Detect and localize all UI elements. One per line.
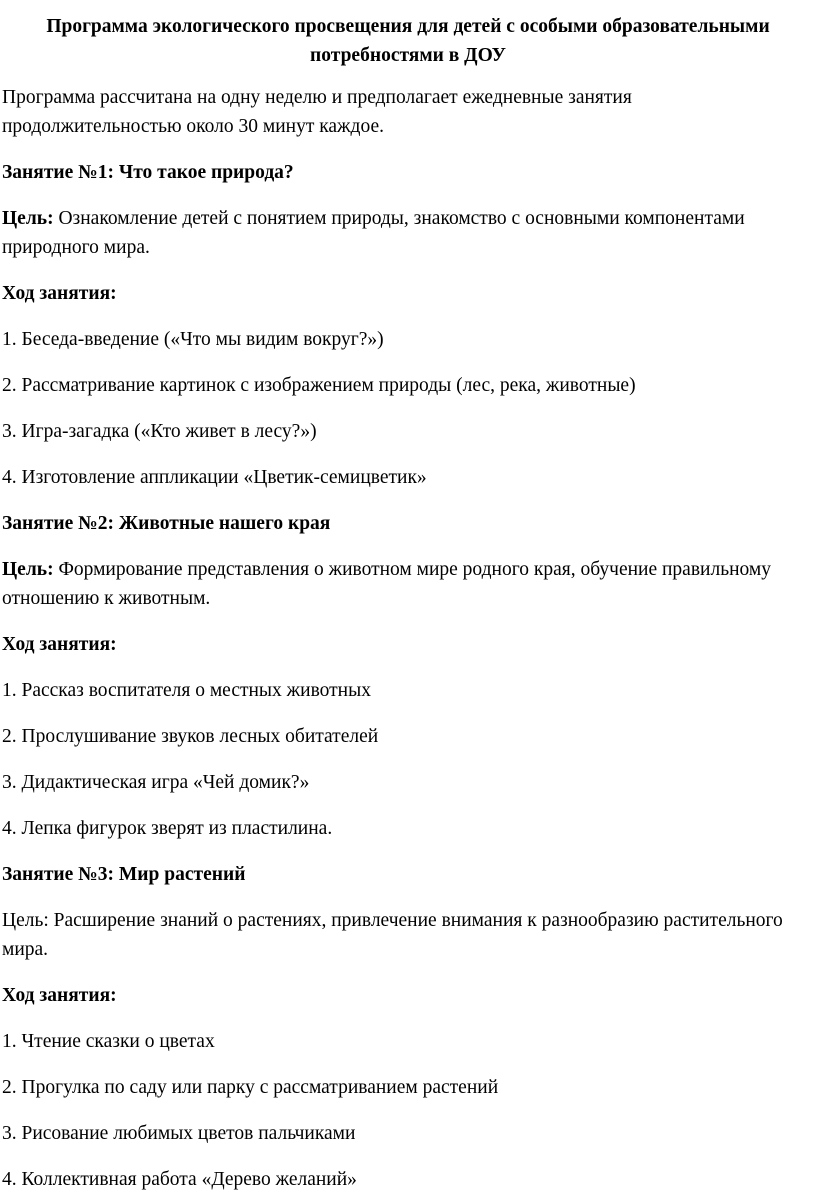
lesson-title: Занятие №2: Животные нашего края [2, 513, 331, 534]
lesson-goal [0, 906, 816, 964]
lesson-step: 2. Прогулка по саду или парку с рассматриванием растений [2, 1077, 499, 1098]
course-heading: Ход занятия: [2, 634, 117, 655]
goal-label: Цель: [2, 208, 54, 229]
goal-text: Формирование представления о животном мире родного края, обучение правильному отношению к животным. [2, 559, 772, 609]
goal-label: Цель: [2, 559, 54, 580]
goal-text: Цель: Расширение знаний о растениях, привлечение внимания к разнообразию растительного мира. [2, 910, 783, 960]
lesson-2 [0, 509, 816, 843]
document-title: Программа экологического просвещения для детей с особыми образовательными потребностями в ДОУ [46, 16, 770, 66]
lesson-goal [0, 555, 816, 613]
course-heading: Ход занятия: [2, 283, 117, 304]
lesson-step: 3. Игра-загадка («Кто живет в лесу?») [2, 421, 317, 442]
lesson-step: 4. Изготовление аппликации «Цветик-семицветик» [2, 467, 427, 488]
course-heading: Ход занятия: [2, 985, 117, 1006]
lesson-1 [0, 158, 816, 492]
lesson-step: 3. Дидактическая игра «Чей домик?» [2, 772, 310, 793]
lesson-step: 2. Рассматривание картинок с изображением природы (лес, река, животные) [2, 375, 636, 396]
lesson-step: 1. Беседа-введение («Что мы видим вокруг?») [2, 329, 384, 350]
goal-text: Ознакомление детей с понятием природы, знакомство с основными компонентами природного мира. [2, 208, 745, 258]
intro-paragraph: Программа рассчитана на одну неделю и предполагает ежедневные занятия продолжительностью около 30 минут каждое. [2, 87, 632, 137]
lesson-goal [0, 204, 816, 262]
lesson-3 [0, 860, 816, 1194]
lesson-step: 4. Лепка фигурок зверят из пластилина. [2, 818, 333, 839]
lesson-step: 3. Рисование любимых цветов пальчиками [2, 1123, 356, 1144]
lesson-step: 1. Рассказ воспитателя о местных животных [2, 680, 371, 701]
lesson-step: 4. Коллективная работа «Дерево желаний» [2, 1169, 357, 1190]
lesson-step: 2. Прослушивание звуков лесных обитателей [2, 726, 379, 747]
lesson-title: Занятие №3: Мир растений [2, 864, 246, 885]
lesson-step: 1. Чтение сказки о цветах [2, 1031, 215, 1052]
lesson-title: Занятие №1: Что такое природа? [2, 162, 294, 183]
